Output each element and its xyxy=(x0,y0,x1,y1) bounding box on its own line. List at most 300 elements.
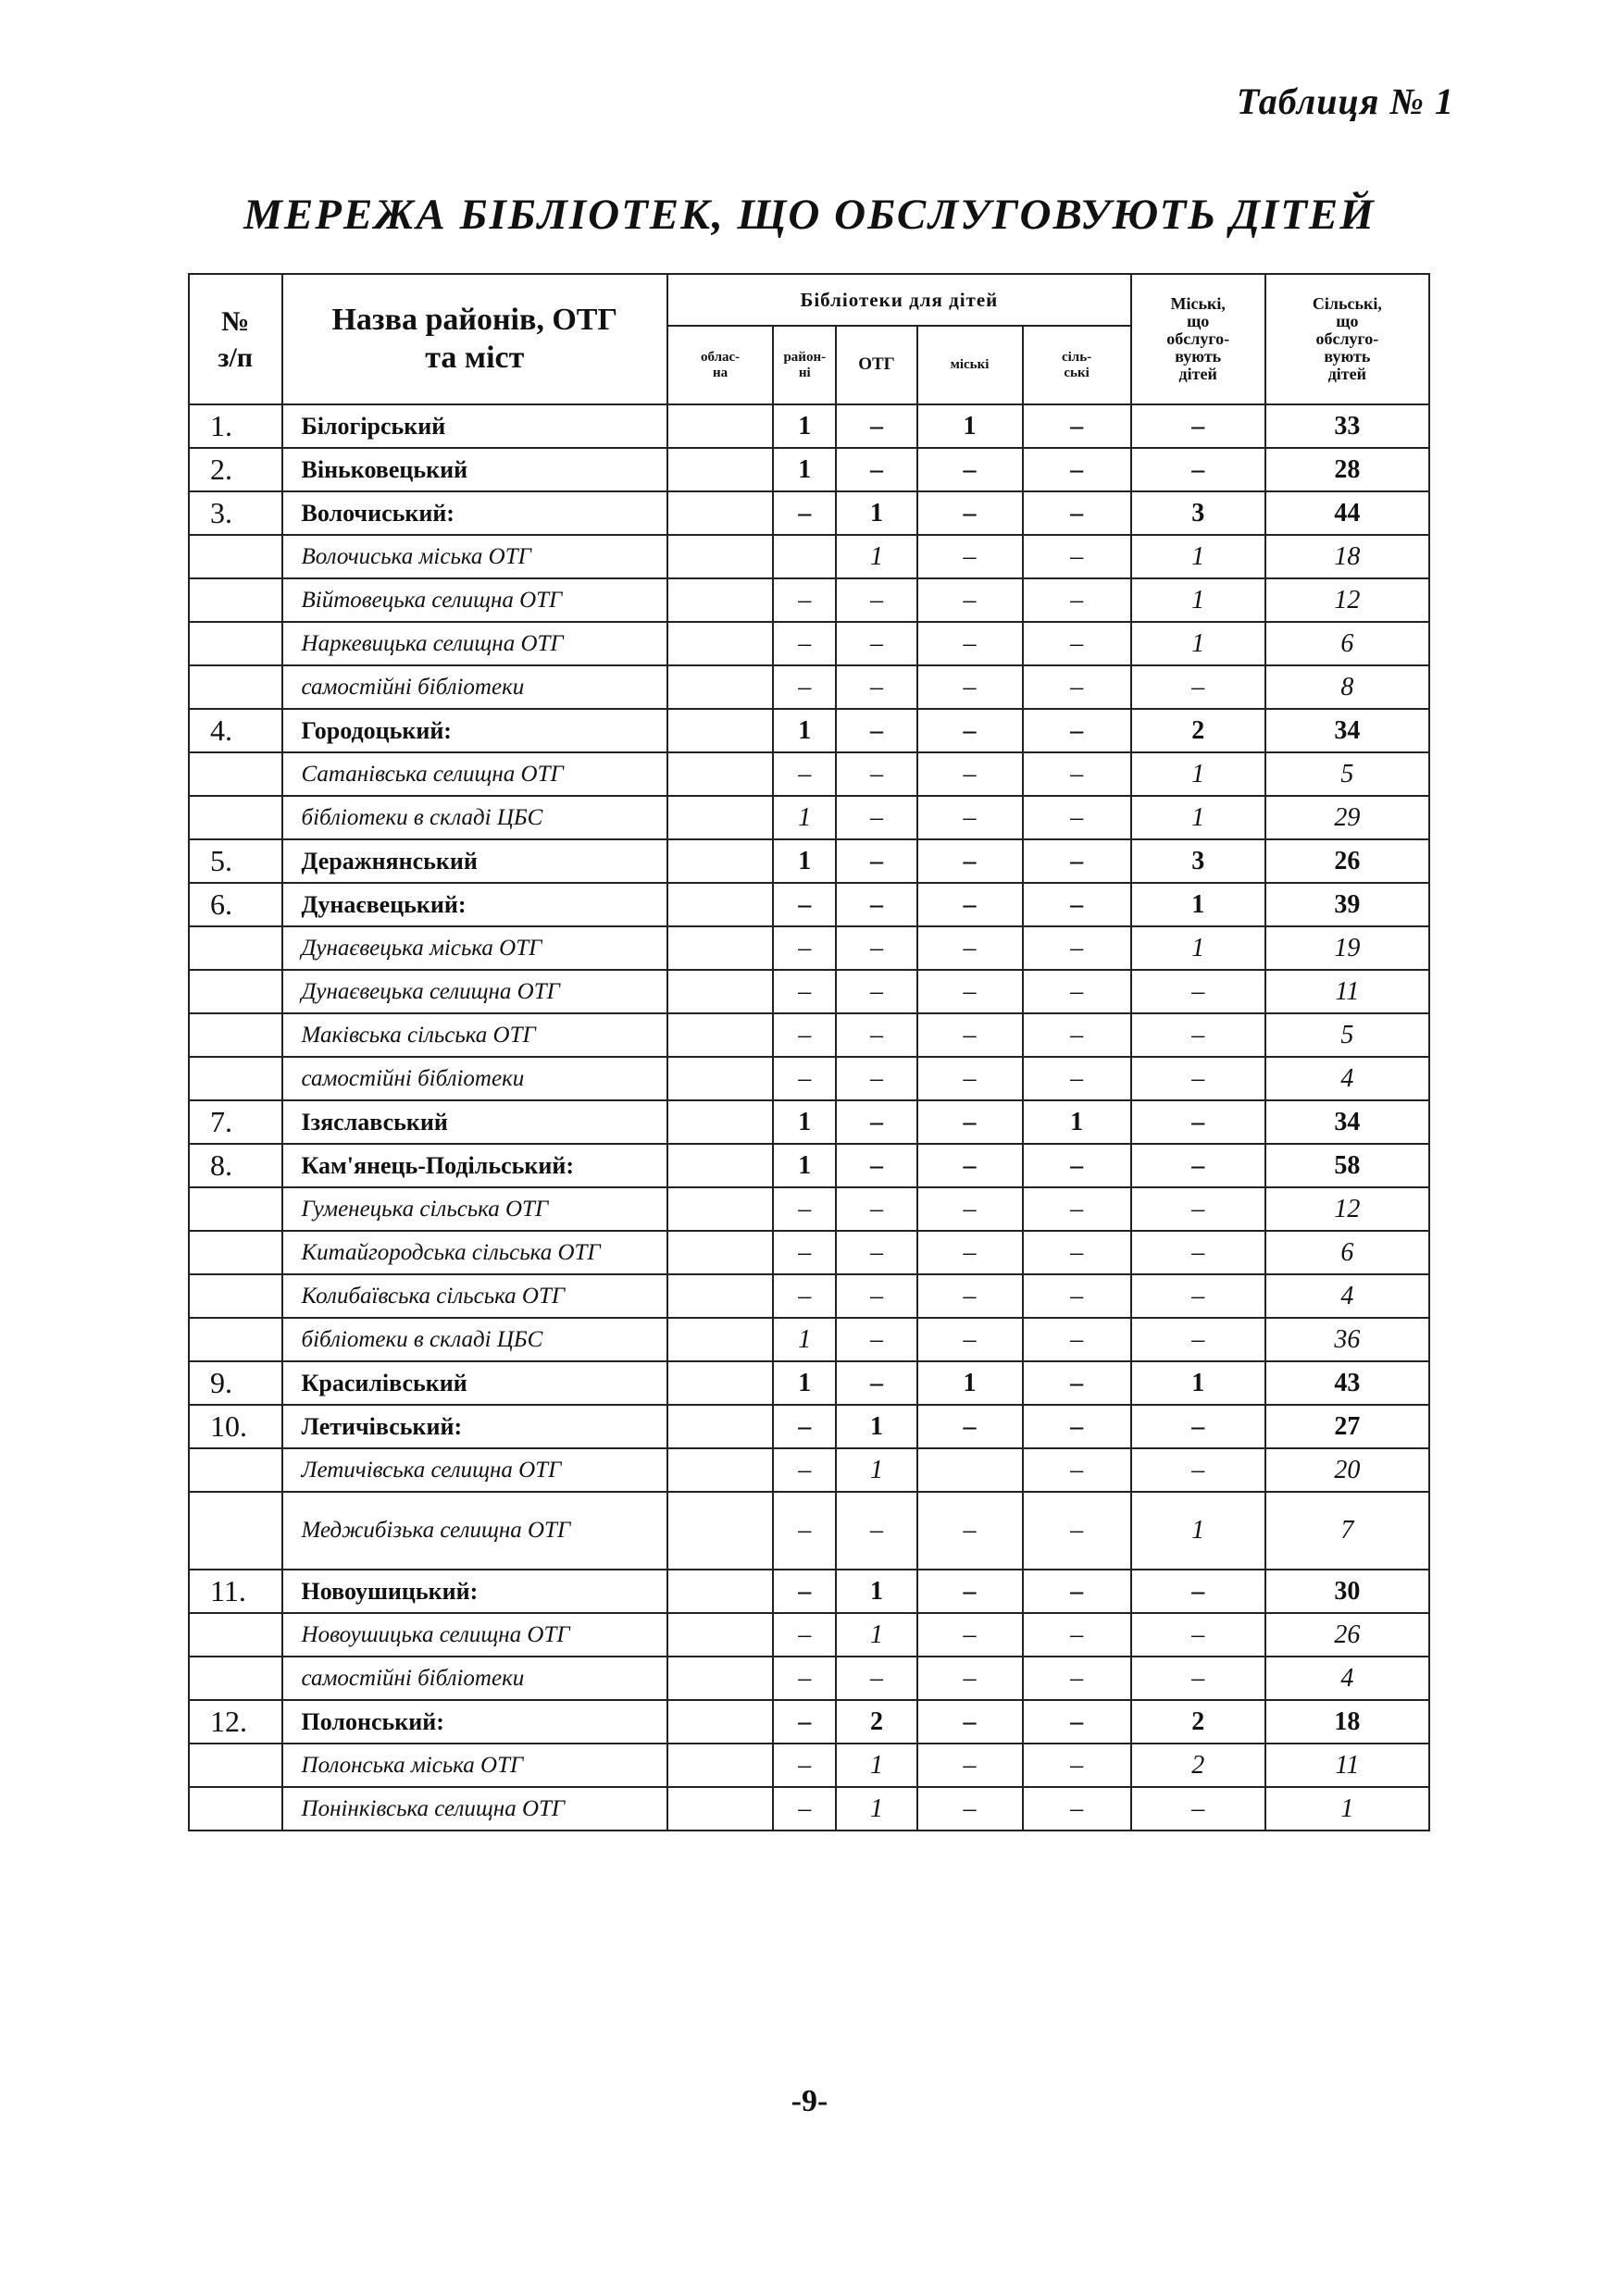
city-serving-cell: 1 xyxy=(1131,752,1265,796)
rural-serving-cell: 12 xyxy=(1265,578,1429,622)
urban-cell: – xyxy=(917,1013,1023,1057)
table-row xyxy=(189,1144,1429,1187)
row-number: 11. xyxy=(189,1570,282,1613)
urban-cell xyxy=(917,1448,1023,1492)
row-number: 3. xyxy=(189,491,282,535)
row-number xyxy=(189,1613,282,1657)
rural-serving-cell: 28 xyxy=(1265,448,1429,491)
city-serving-cell: – xyxy=(1131,1231,1265,1274)
rural-serving-cell: 39 xyxy=(1265,883,1429,926)
table-row xyxy=(189,448,1429,491)
otg-cell: – xyxy=(836,1013,916,1057)
row-number xyxy=(189,926,282,970)
regional-cell xyxy=(667,796,773,839)
district-cell: – xyxy=(773,1448,836,1492)
district-cell: 1 xyxy=(773,1318,836,1361)
district-cell: 1 xyxy=(773,709,836,752)
header-num: № з/п xyxy=(189,274,282,404)
rural-serving-cell: 34 xyxy=(1265,709,1429,752)
district-cell: – xyxy=(773,1700,836,1744)
table-row xyxy=(189,665,1429,709)
urban-cell: – xyxy=(917,752,1023,796)
city-serving-cell: 3 xyxy=(1131,839,1265,883)
otg-cell: – xyxy=(836,1057,916,1100)
district-cell xyxy=(773,535,836,578)
community-name: самостійні бібліотеки xyxy=(282,1057,668,1100)
table-body xyxy=(189,404,1429,1831)
header-otg: ОТГ xyxy=(836,326,916,404)
table-row xyxy=(189,491,1429,535)
table-row xyxy=(189,1448,1429,1492)
table-row xyxy=(189,1613,1429,1657)
community-name: Колибаївська сільська ОТГ xyxy=(282,1274,668,1318)
district-cell: 1 xyxy=(773,448,836,491)
otg-cell: – xyxy=(836,1187,916,1231)
city-serving-cell: – xyxy=(1131,404,1265,448)
village-cell: – xyxy=(1023,448,1131,491)
urban-cell: 1 xyxy=(917,404,1023,448)
table-row xyxy=(189,709,1429,752)
table-row xyxy=(189,578,1429,622)
regional-cell xyxy=(667,1274,773,1318)
row-number: 1. xyxy=(189,404,282,448)
district-name: Деражнянський xyxy=(282,839,668,883)
community-name: самостійні бібліотеки xyxy=(282,665,668,709)
urban-cell: 1 xyxy=(917,1361,1023,1405)
table-row xyxy=(189,1361,1429,1405)
table-row xyxy=(189,1787,1429,1831)
district-cell: – xyxy=(773,1187,836,1231)
district-cell: – xyxy=(773,1057,836,1100)
city-serving-cell: 1 xyxy=(1131,796,1265,839)
urban-cell: – xyxy=(917,622,1023,665)
table-row xyxy=(189,1100,1429,1144)
row-number: 6. xyxy=(189,883,282,926)
district-cell: – xyxy=(773,1744,836,1787)
urban-cell: – xyxy=(917,1318,1023,1361)
urban-cell: – xyxy=(917,535,1023,578)
community-name: Війтовецька селищна ОТГ xyxy=(282,578,668,622)
district-cell: 1 xyxy=(773,1144,836,1187)
header-regional: облас- на xyxy=(667,326,773,404)
rural-serving-cell: 36 xyxy=(1265,1318,1429,1361)
rural-serving-cell: 26 xyxy=(1265,839,1429,883)
table-row xyxy=(189,752,1429,796)
village-cell: – xyxy=(1023,1700,1131,1744)
village-cell: – xyxy=(1023,1274,1131,1318)
otg-cell: – xyxy=(836,622,916,665)
regional-cell xyxy=(667,1100,773,1144)
village-cell: – xyxy=(1023,1231,1131,1274)
district-name: Красилівський xyxy=(282,1361,668,1405)
rural-serving-cell: 4 xyxy=(1265,1657,1429,1700)
community-name: бібліотеки в складі ЦБС xyxy=(282,1318,668,1361)
city-serving-cell: – xyxy=(1131,1100,1265,1144)
rural-serving-cell: 20 xyxy=(1265,1448,1429,1492)
otg-cell: 1 xyxy=(836,1405,916,1448)
regional-cell xyxy=(667,926,773,970)
urban-cell: – xyxy=(917,1100,1023,1144)
city-serving-cell: – xyxy=(1131,1274,1265,1318)
rural-serving-cell: 8 xyxy=(1265,665,1429,709)
city-serving-cell: – xyxy=(1131,1144,1265,1187)
table-row xyxy=(189,1187,1429,1231)
district-cell: – xyxy=(773,1405,836,1448)
city-serving-cell: 2 xyxy=(1131,709,1265,752)
table-row xyxy=(189,1744,1429,1787)
city-serving-cell: – xyxy=(1131,1013,1265,1057)
regional-cell xyxy=(667,1613,773,1657)
regional-cell xyxy=(667,1144,773,1187)
header-district: район- ні xyxy=(773,326,836,404)
row-number xyxy=(189,1057,282,1100)
header-name: Назва районів, ОТГ та міст xyxy=(282,274,668,404)
urban-cell: – xyxy=(917,796,1023,839)
row-number: 10. xyxy=(189,1405,282,1448)
district-cell: 1 xyxy=(773,1361,836,1405)
community-name: бібліотеки в складі ЦБС xyxy=(282,796,668,839)
regional-cell xyxy=(667,1318,773,1361)
district-cell: – xyxy=(773,883,836,926)
village-cell: – xyxy=(1023,926,1131,970)
village-cell: – xyxy=(1023,1318,1131,1361)
urban-cell: – xyxy=(917,883,1023,926)
city-serving-cell: – xyxy=(1131,1187,1265,1231)
header-village: сіль- ські xyxy=(1023,326,1131,404)
otg-cell: – xyxy=(836,404,916,448)
rural-serving-cell: 12 xyxy=(1265,1187,1429,1231)
otg-cell: – xyxy=(836,970,916,1013)
district-cell: – xyxy=(773,1274,836,1318)
table-number: Таблиця № 1 xyxy=(1236,81,1454,122)
row-number xyxy=(189,1274,282,1318)
district-name: Кам'янець-Подільський: xyxy=(282,1144,668,1187)
table-row xyxy=(189,1318,1429,1361)
village-cell: – xyxy=(1023,970,1131,1013)
rural-serving-cell: 34 xyxy=(1265,1100,1429,1144)
header-row-top xyxy=(189,274,1429,326)
village-cell: – xyxy=(1023,1570,1131,1613)
city-serving-cell: 2 xyxy=(1131,1744,1265,1787)
row-number: 7. xyxy=(189,1100,282,1144)
regional-cell xyxy=(667,1570,773,1613)
otg-cell: – xyxy=(836,926,916,970)
row-number xyxy=(189,1231,282,1274)
urban-cell: – xyxy=(917,1570,1023,1613)
village-cell: – xyxy=(1023,1144,1131,1187)
table-row xyxy=(189,970,1429,1013)
district-cell: – xyxy=(773,752,836,796)
table-row xyxy=(189,839,1429,883)
otg-cell: 1 xyxy=(836,1787,916,1831)
district-cell: – xyxy=(773,1231,836,1274)
otg-cell: 1 xyxy=(836,1570,916,1613)
libraries-table xyxy=(188,273,1430,1831)
village-cell: – xyxy=(1023,839,1131,883)
urban-cell: – xyxy=(917,448,1023,491)
city-serving-cell: 2 xyxy=(1131,1700,1265,1744)
rural-serving-cell: 44 xyxy=(1265,491,1429,535)
otg-cell: – xyxy=(836,665,916,709)
regional-cell xyxy=(667,1405,773,1448)
urban-cell: – xyxy=(917,1405,1023,1448)
community-name: Полонська міська ОТГ xyxy=(282,1744,668,1787)
table-row xyxy=(189,535,1429,578)
table-row xyxy=(189,1013,1429,1057)
urban-cell: – xyxy=(917,1057,1023,1100)
community-name: Наркевицька селищна ОТГ xyxy=(282,622,668,665)
table-row xyxy=(189,796,1429,839)
urban-cell: – xyxy=(917,709,1023,752)
urban-cell: – xyxy=(917,839,1023,883)
urban-cell: – xyxy=(917,491,1023,535)
district-cell: – xyxy=(773,1657,836,1700)
district-cell: 1 xyxy=(773,796,836,839)
otg-cell: – xyxy=(836,1100,916,1144)
regional-cell xyxy=(667,1492,773,1570)
page-title: МЕРЕЖА БІБЛІОТЕК, ЩО ОБСЛУГОВУЮТЬ ДІТЕЙ xyxy=(243,191,1376,239)
village-cell: – xyxy=(1023,535,1131,578)
district-name: Віньковецький xyxy=(282,448,668,491)
urban-cell: – xyxy=(917,926,1023,970)
village-cell: – xyxy=(1023,1013,1131,1057)
row-number xyxy=(189,796,282,839)
village-cell: – xyxy=(1023,1787,1131,1831)
city-serving-cell: – xyxy=(1131,1405,1265,1448)
district-cell: 1 xyxy=(773,839,836,883)
urban-cell: – xyxy=(917,1744,1023,1787)
row-number xyxy=(189,1744,282,1787)
city-serving-cell: 1 xyxy=(1131,1361,1265,1405)
village-cell: – xyxy=(1023,1744,1131,1787)
otg-cell: 1 xyxy=(836,535,916,578)
row-number: 2. xyxy=(189,448,282,491)
otg-cell: – xyxy=(836,1231,916,1274)
regional-cell xyxy=(667,1231,773,1274)
village-cell: – xyxy=(1023,622,1131,665)
otg-cell: 1 xyxy=(836,1448,916,1492)
otg-cell: 1 xyxy=(836,1613,916,1657)
table-row xyxy=(189,926,1429,970)
district-cell: – xyxy=(773,1492,836,1570)
regional-cell xyxy=(667,448,773,491)
community-name: Сатанівська селищна ОТГ xyxy=(282,752,668,796)
header-children-libraries: Бібліотеки для дітей xyxy=(667,274,1131,326)
city-serving-cell: – xyxy=(1131,1787,1265,1831)
urban-cell: – xyxy=(917,1787,1023,1831)
district-name: Полонський: xyxy=(282,1700,668,1744)
row-number xyxy=(189,1787,282,1831)
urban-cell: – xyxy=(917,1231,1023,1274)
regional-cell xyxy=(667,970,773,1013)
urban-cell: – xyxy=(917,1274,1023,1318)
otg-cell: – xyxy=(836,448,916,491)
rural-serving-cell: 33 xyxy=(1265,404,1429,448)
village-cell: – xyxy=(1023,665,1131,709)
village-cell: – xyxy=(1023,709,1131,752)
community-name: самостійні бібліотеки xyxy=(282,1657,668,1700)
village-cell: – xyxy=(1023,883,1131,926)
row-number xyxy=(189,1013,282,1057)
rural-serving-cell: 5 xyxy=(1265,752,1429,796)
city-serving-cell: 1 xyxy=(1131,535,1265,578)
header-urban: міські xyxy=(917,326,1023,404)
city-serving-cell: – xyxy=(1131,1448,1265,1492)
header-rural: Сільські, що обслуго- вують дітей xyxy=(1265,274,1429,404)
table-row xyxy=(189,1274,1429,1318)
table-row xyxy=(189,404,1429,448)
community-name: Маківська сільська ОТГ xyxy=(282,1013,668,1057)
rural-serving-cell: 43 xyxy=(1265,1361,1429,1405)
otg-cell: 1 xyxy=(836,1744,916,1787)
row-number xyxy=(189,665,282,709)
otg-cell: – xyxy=(836,709,916,752)
regional-cell xyxy=(667,1657,773,1700)
otg-cell: – xyxy=(836,578,916,622)
city-serving-cell: 1 xyxy=(1131,1492,1265,1570)
regional-cell xyxy=(667,1187,773,1231)
regional-cell xyxy=(667,535,773,578)
district-name: Новоушицький: xyxy=(282,1570,668,1613)
regional-cell xyxy=(667,1057,773,1100)
district-cell: – xyxy=(773,1787,836,1831)
regional-cell xyxy=(667,491,773,535)
rural-serving-cell: 4 xyxy=(1265,1057,1429,1100)
city-serving-cell: 3 xyxy=(1131,491,1265,535)
regional-cell xyxy=(667,1787,773,1831)
village-cell: – xyxy=(1023,404,1131,448)
row-number: 9. xyxy=(189,1361,282,1405)
row-number xyxy=(189,535,282,578)
row-number: 12. xyxy=(189,1700,282,1744)
regional-cell xyxy=(667,622,773,665)
regional-cell xyxy=(667,1744,773,1787)
urban-cell: – xyxy=(917,1700,1023,1744)
header-city: Міські, що обслуго- вують дітей xyxy=(1131,274,1265,404)
regional-cell xyxy=(667,1361,773,1405)
row-number xyxy=(189,970,282,1013)
row-number xyxy=(189,622,282,665)
village-cell: – xyxy=(1023,1657,1131,1700)
community-name: Дунаєвецька селищна ОТГ xyxy=(282,970,668,1013)
page-number: -9- xyxy=(791,2084,828,2118)
rural-serving-cell: 18 xyxy=(1265,1700,1429,1744)
rural-serving-cell: 6 xyxy=(1265,622,1429,665)
regional-cell xyxy=(667,709,773,752)
community-name: Меджибізька селищна ОТГ xyxy=(282,1492,668,1570)
urban-cell: – xyxy=(917,1492,1023,1570)
district-cell: – xyxy=(773,1013,836,1057)
regional-cell xyxy=(667,883,773,926)
table-row xyxy=(189,1492,1429,1570)
table-header xyxy=(189,274,1429,404)
row-number: 8. xyxy=(189,1144,282,1187)
otg-cell: – xyxy=(836,1318,916,1361)
rural-serving-cell: 19 xyxy=(1265,926,1429,970)
otg-cell: – xyxy=(836,796,916,839)
otg-cell: – xyxy=(836,1144,916,1187)
otg-cell: 2 xyxy=(836,1700,916,1744)
otg-cell: – xyxy=(836,839,916,883)
city-serving-cell: 1 xyxy=(1131,622,1265,665)
district-cell: – xyxy=(773,622,836,665)
row-number xyxy=(189,578,282,622)
district-cell: – xyxy=(773,491,836,535)
table-row xyxy=(189,622,1429,665)
community-name: Гуменецька сільська ОТГ xyxy=(282,1187,668,1231)
district-cell: – xyxy=(773,926,836,970)
rural-serving-cell: 29 xyxy=(1265,796,1429,839)
rural-serving-cell: 26 xyxy=(1265,1613,1429,1657)
regional-cell xyxy=(667,578,773,622)
community-name: Новоушицька селищна ОТГ xyxy=(282,1613,668,1657)
village-cell: – xyxy=(1023,1448,1131,1492)
village-cell: – xyxy=(1023,1492,1131,1570)
rural-serving-cell: 58 xyxy=(1265,1144,1429,1187)
village-cell: – xyxy=(1023,578,1131,622)
table-row xyxy=(189,1570,1429,1613)
rural-serving-cell: 27 xyxy=(1265,1405,1429,1448)
community-name: Летичівська селищна ОТГ xyxy=(282,1448,668,1492)
rural-serving-cell: 11 xyxy=(1265,1744,1429,1787)
village-cell: 1 xyxy=(1023,1100,1131,1144)
otg-cell: – xyxy=(836,752,916,796)
city-serving-cell: – xyxy=(1131,1657,1265,1700)
city-serving-cell: – xyxy=(1131,665,1265,709)
village-cell: – xyxy=(1023,752,1131,796)
regional-cell xyxy=(667,752,773,796)
row-number xyxy=(189,752,282,796)
village-cell: – xyxy=(1023,1613,1131,1657)
rural-serving-cell: 7 xyxy=(1265,1492,1429,1570)
urban-cell: – xyxy=(917,970,1023,1013)
village-cell: – xyxy=(1023,796,1131,839)
city-serving-cell: 1 xyxy=(1131,926,1265,970)
district-cell: – xyxy=(773,970,836,1013)
row-number xyxy=(189,1187,282,1231)
row-number xyxy=(189,1657,282,1700)
regional-cell xyxy=(667,1448,773,1492)
table-row xyxy=(189,883,1429,926)
district-name: Городоцький: xyxy=(282,709,668,752)
district-name: Волочиський: xyxy=(282,491,668,535)
district-cell: – xyxy=(773,1570,836,1613)
community-name: Дунаєвецька міська ОТГ xyxy=(282,926,668,970)
community-name: Понінківська селищна ОТГ xyxy=(282,1787,668,1831)
row-number: 5. xyxy=(189,839,282,883)
regional-cell xyxy=(667,1013,773,1057)
table-row xyxy=(189,1231,1429,1274)
village-cell: – xyxy=(1023,491,1131,535)
village-cell: – xyxy=(1023,1361,1131,1405)
district-cell: 1 xyxy=(773,1100,836,1144)
urban-cell: – xyxy=(917,1657,1023,1700)
table-row xyxy=(189,1405,1429,1448)
urban-cell: – xyxy=(917,1144,1023,1187)
rural-serving-cell: 11 xyxy=(1265,970,1429,1013)
village-cell: – xyxy=(1023,1405,1131,1448)
district-name: Ізяславський xyxy=(282,1100,668,1144)
district-name: Летичівський: xyxy=(282,1405,668,1448)
community-name: Волочиська міська ОТГ xyxy=(282,535,668,578)
rural-serving-cell: 4 xyxy=(1265,1274,1429,1318)
city-serving-cell: – xyxy=(1131,1613,1265,1657)
otg-cell: – xyxy=(836,1657,916,1700)
city-serving-cell: 1 xyxy=(1131,883,1265,926)
otg-cell: 1 xyxy=(836,491,916,535)
rural-serving-cell: 1 xyxy=(1265,1787,1429,1831)
regional-cell xyxy=(667,1700,773,1744)
